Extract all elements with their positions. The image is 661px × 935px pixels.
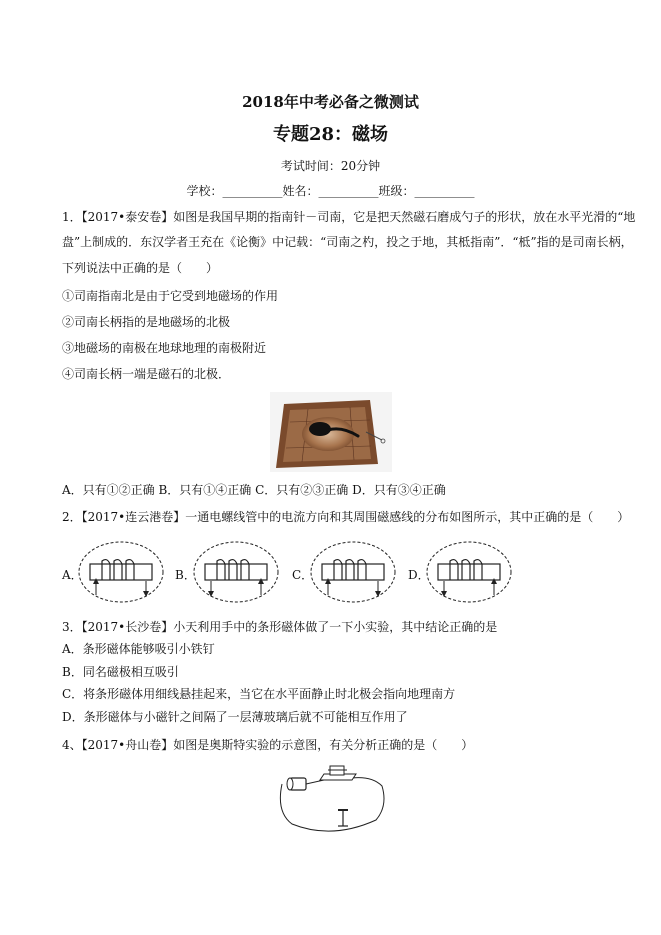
q3-option-a: A．条形磁体能够吸引小铁钉 [62,642,215,656]
q1-statement-2: ②司南长柄指的是地磁场的北极 [62,315,231,329]
q1-stem-line3: 下列说法中正确的是（ ） [62,261,219,275]
oersted-experiment-figure [272,762,392,842]
sinan-compass-figure [270,392,392,472]
q1-options: A．只有①②正确 B．只有①④正确 C．只有②③正确 D．只有③④正确 [62,483,446,497]
exam-time: 考试时间：20分钟 [280,159,381,173]
q4-stem: 4、【2017•舟山卷】如图是奥斯特实验的示意图，有关分析正确的是（ ） [62,738,474,752]
q3-option-b: B．同名磁极相互吸引 [62,665,179,679]
solenoid-figure-c [308,537,398,609]
q2-option-c-label: C． [292,568,314,582]
q2-option-d-label: D． [408,568,430,582]
q2-stem: 2．【2017•连云港卷】一通电螺线管中的电流方向和其周围磁感线的分布如图所示，其中正确的是（ ） [62,510,630,524]
q2-option-b-label: B． [175,568,196,582]
q3-option-d: D．条形磁体与小磁针之间隔了一层薄玻璃后就不可能相互作用了 [62,710,408,724]
exam-title: 2018年中考必备之微测试 [242,93,419,111]
topic-title: 专题28：磁场 [272,124,389,145]
q1-stem-line2: 盘”上制成的．东汉学者王充在《论衡》中记载：“司南之杓，投之于地，其柢指南”．“柢”指的是司南长柄， [62,235,633,249]
student-info: 学校：__________姓名：__________班级：__________ [186,184,475,198]
solenoid-figure-a [76,537,166,609]
solenoid-figure-d [424,537,514,609]
q3-option-c: C．将条形磁体用细线悬挂起来，当它在水平面静止时北极会指向地理南方 [62,687,456,701]
q3-stem: 3．【2017•长沙卷】小天利用手中的条形磁体做了一下小实验，其中结论正确的是 [62,620,498,634]
solenoid-figure-b [191,537,281,609]
q1-statement-3: ③地磁场的南极在地球地理的南极附近 [62,341,267,355]
q1-statement-1: ①司南指南北是由于它受到地磁场的作用 [62,289,279,303]
q1-stem-line1: 1．【2017•泰安卷】如图是我国早期的指南针－司南，它是把天然磁石磨成勺子的形状，放在水平光滑的“地 [62,210,636,224]
q2-option-a-label: A． [62,568,83,582]
q1-statement-4: ④司南长柄一端是磁石的北极． [62,367,231,381]
